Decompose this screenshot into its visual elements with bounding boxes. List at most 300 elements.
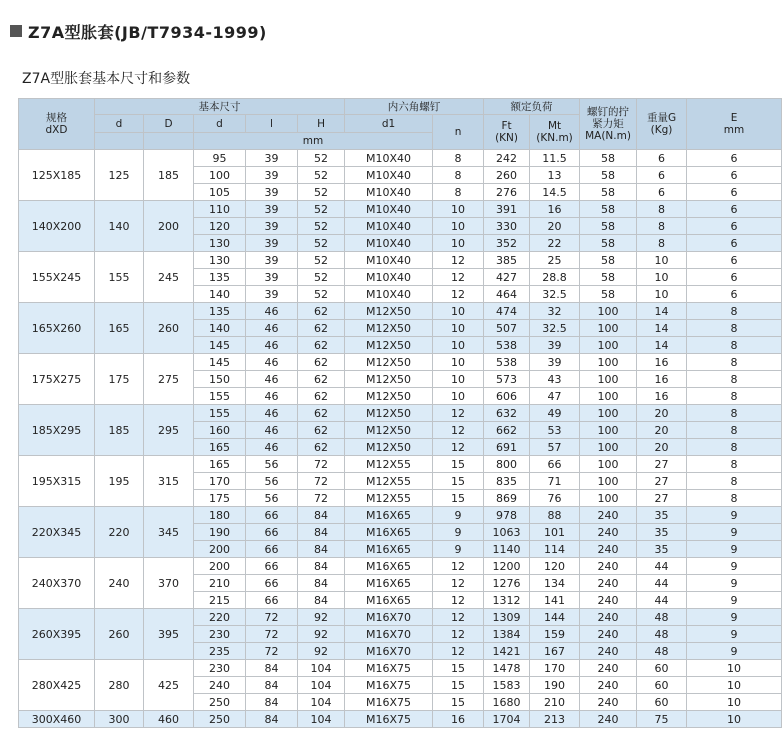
cell-d: 105 <box>194 184 246 201</box>
cell-ma: 100 <box>580 303 637 320</box>
cell-n: 15 <box>433 694 484 711</box>
outer-D-cell: 260 <box>144 303 194 354</box>
cell-ma: 100 <box>580 337 637 354</box>
cell-H: 84 <box>298 558 345 575</box>
cell-l: 66 <box>246 558 298 575</box>
cell-d: 140 <box>194 286 246 303</box>
cell-d: 130 <box>194 252 246 269</box>
d-header: d <box>95 115 144 133</box>
cell-ma: 240 <box>580 558 637 575</box>
cell-d: 180 <box>194 507 246 524</box>
table-row <box>19 303 782 320</box>
spec-cell: 240X370 <box>19 558 95 609</box>
cell-g: 44 <box>637 592 687 609</box>
cell-g: 16 <box>637 354 687 371</box>
cell-d: 155 <box>194 388 246 405</box>
cell-e: 8 <box>687 354 782 371</box>
cell-mt: 120 <box>530 558 580 575</box>
cell-d: 145 <box>194 354 246 371</box>
outer-D-cell: 315 <box>144 456 194 507</box>
cell-g: 10 <box>637 286 687 303</box>
cell-l: 46 <box>246 337 298 354</box>
spec-cell: 220X345 <box>19 507 95 558</box>
cell-mt: 190 <box>530 677 580 694</box>
cell-d: 135 <box>194 303 246 320</box>
cell-e: 8 <box>687 405 782 422</box>
D-header: D <box>144 115 194 133</box>
cell-H: 62 <box>298 320 345 337</box>
cell-ft: 573 <box>484 371 530 388</box>
cell-mt: 28.8 <box>530 269 580 286</box>
cell-g: 14 <box>637 303 687 320</box>
cell-d: 165 <box>194 439 246 456</box>
cell-H: 52 <box>298 184 345 201</box>
cell-n: 12 <box>433 269 484 286</box>
cell-d1: M12X50 <box>345 405 433 422</box>
cell-d1: M10X40 <box>345 167 433 184</box>
cell-mt: 76 <box>530 490 580 507</box>
cell-mt: 101 <box>530 524 580 541</box>
cell-H: 62 <box>298 422 345 439</box>
cell-l: 66 <box>246 507 298 524</box>
cell-ft: 385 <box>484 252 530 269</box>
cell-ma: 58 <box>580 150 637 167</box>
cell-ma: 100 <box>580 439 637 456</box>
cell-ma: 240 <box>580 609 637 626</box>
outer-D-cell: 185 <box>144 150 194 201</box>
cell-d1: M12X50 <box>345 354 433 371</box>
weight-header: 重量G (Kg) <box>637 99 687 150</box>
cell-n: 12 <box>433 286 484 303</box>
cell-ft: 662 <box>484 422 530 439</box>
basic-dims-header: 基本尺寸 <box>95 99 345 115</box>
cell-H: 52 <box>298 218 345 235</box>
cell-g: 8 <box>637 235 687 252</box>
cell-H: 92 <box>298 609 345 626</box>
cell-mt: 11.5 <box>530 150 580 167</box>
cell-ft: 978 <box>484 507 530 524</box>
cell-n: 10 <box>433 201 484 218</box>
spec-group <box>19 558 782 609</box>
spec-group <box>19 660 782 711</box>
cell-l: 66 <box>246 575 298 592</box>
cell-mt: 53 <box>530 422 580 439</box>
cell-d1: M16X65 <box>345 575 433 592</box>
square-bullet-icon <box>10 25 22 37</box>
cell-e: 9 <box>687 643 782 660</box>
cell-mt: 43 <box>530 371 580 388</box>
cell-e: 8 <box>687 473 782 490</box>
cell-g: 20 <box>637 422 687 439</box>
spec-group <box>19 507 782 558</box>
cell-ft: 1478 <box>484 660 530 677</box>
cell-d1: M16X70 <box>345 643 433 660</box>
cell-ft: 1680 <box>484 694 530 711</box>
cell-mt: 13 <box>530 167 580 184</box>
cell-g: 48 <box>637 609 687 626</box>
cell-H: 84 <box>298 592 345 609</box>
table-row <box>19 150 782 167</box>
table-row <box>19 558 782 575</box>
cell-H: 104 <box>298 677 345 694</box>
cell-d: 220 <box>194 609 246 626</box>
cell-e: 8 <box>687 371 782 388</box>
cell-g: 16 <box>637 371 687 388</box>
cell-e: 9 <box>687 507 782 524</box>
section-heading <box>10 20 267 42</box>
cell-H: 62 <box>298 337 345 354</box>
cell-l: 39 <box>246 286 298 303</box>
cell-d1: M10X40 <box>345 184 433 201</box>
cell-g: 20 <box>637 405 687 422</box>
spec-group <box>19 201 782 252</box>
table-row <box>19 609 782 626</box>
cell-ma: 240 <box>580 711 637 728</box>
cell-e: 8 <box>687 439 782 456</box>
cell-ft: 1276 <box>484 575 530 592</box>
cell-g: 20 <box>637 439 687 456</box>
cell-e: 6 <box>687 167 782 184</box>
cell-e: 9 <box>687 626 782 643</box>
cell-ma: 100 <box>580 473 637 490</box>
cell-H: 62 <box>298 405 345 422</box>
cell-H: 52 <box>298 286 345 303</box>
outer-D-cell: 200 <box>144 201 194 252</box>
table-row <box>19 354 782 371</box>
cell-e: 8 <box>687 388 782 405</box>
cell-l: 72 <box>246 609 298 626</box>
spec-group <box>19 252 782 303</box>
cell-n: 8 <box>433 150 484 167</box>
cell-H: 72 <box>298 490 345 507</box>
cell-n: 10 <box>433 337 484 354</box>
cell-e: 9 <box>687 524 782 541</box>
cell-ft: 1312 <box>484 592 530 609</box>
cell-mt: 134 <box>530 575 580 592</box>
cell-e: 6 <box>687 184 782 201</box>
cell-n: 10 <box>433 388 484 405</box>
cell-l: 46 <box>246 320 298 337</box>
cell-d1: M10X40 <box>345 252 433 269</box>
spec-header: 规格 dXD <box>19 99 95 150</box>
outer-d-cell: 165 <box>95 303 144 354</box>
cell-e: 8 <box>687 456 782 473</box>
cell-l: 56 <box>246 473 298 490</box>
cell-g: 60 <box>637 677 687 694</box>
cell-d: 140 <box>194 320 246 337</box>
cell-ft: 800 <box>484 456 530 473</box>
outer-d-cell: 185 <box>95 405 144 456</box>
cell-g: 44 <box>637 558 687 575</box>
cell-e: 10 <box>687 711 782 728</box>
cell-d1: M12X55 <box>345 473 433 490</box>
cell-H: 104 <box>298 660 345 677</box>
cell-H: 84 <box>298 541 345 558</box>
cell-d1: M12X55 <box>345 456 433 473</box>
d1-header: d1 <box>345 115 433 133</box>
cell-l: 39 <box>246 150 298 167</box>
cell-H: 52 <box>298 167 345 184</box>
cell-g: 35 <box>637 524 687 541</box>
table-row <box>19 660 782 677</box>
cell-ma: 58 <box>580 269 637 286</box>
cell-ft: 507 <box>484 320 530 337</box>
cell-H: 52 <box>298 150 345 167</box>
cell-d: 235 <box>194 643 246 660</box>
spec-group <box>19 609 782 660</box>
cell-g: 60 <box>637 694 687 711</box>
cell-d1: M10X40 <box>345 150 433 167</box>
cell-n: 10 <box>433 354 484 371</box>
cell-ma: 58 <box>580 286 637 303</box>
cell-n: 10 <box>433 218 484 235</box>
cell-mt: 141 <box>530 592 580 609</box>
cell-n: 12 <box>433 405 484 422</box>
spec-group <box>19 354 782 405</box>
cell-ft: 606 <box>484 388 530 405</box>
rated-load-header: 额定负荷 <box>484 99 580 115</box>
cell-ma: 100 <box>580 371 637 388</box>
cell-mt: 167 <box>530 643 580 660</box>
cell-mt: 144 <box>530 609 580 626</box>
cell-g: 6 <box>637 184 687 201</box>
cell-ma: 100 <box>580 422 637 439</box>
cell-g: 6 <box>637 150 687 167</box>
mm-unit-header: mm <box>194 133 433 150</box>
cell-n: 16 <box>433 711 484 728</box>
cell-H: 84 <box>298 507 345 524</box>
cell-ft: 538 <box>484 354 530 371</box>
cell-ma: 58 <box>580 218 637 235</box>
outer-d-cell: 140 <box>95 201 144 252</box>
cell-g: 44 <box>637 575 687 592</box>
cell-ft: 1200 <box>484 558 530 575</box>
spec-cell: 155X245 <box>19 252 95 303</box>
cell-n: 9 <box>433 524 484 541</box>
cell-l: 84 <box>246 694 298 711</box>
cell-H: 62 <box>298 388 345 405</box>
blank-header-cell <box>144 133 194 150</box>
cell-mt: 22 <box>530 235 580 252</box>
cell-d1: M16X70 <box>345 626 433 643</box>
spec-cell: 175X275 <box>19 354 95 405</box>
cell-n: 15 <box>433 456 484 473</box>
cell-d: 190 <box>194 524 246 541</box>
cell-e: 9 <box>687 541 782 558</box>
cell-d: 200 <box>194 558 246 575</box>
cell-g: 8 <box>637 218 687 235</box>
cell-l: 46 <box>246 439 298 456</box>
table-header <box>19 99 782 150</box>
cell-e: 6 <box>687 235 782 252</box>
cell-H: 62 <box>298 354 345 371</box>
outer-d-cell: 155 <box>95 252 144 303</box>
cell-ma: 240 <box>580 626 637 643</box>
cell-d1: M16X65 <box>345 524 433 541</box>
cell-ft: 869 <box>484 490 530 507</box>
cell-e: 10 <box>687 694 782 711</box>
cell-n: 12 <box>433 252 484 269</box>
n-header: n <box>433 115 484 150</box>
d-inner-header: d <box>194 115 246 133</box>
cell-ma: 240 <box>580 677 637 694</box>
cell-ft: 1384 <box>484 626 530 643</box>
torque-header: 螺钉的拧 紧力矩 MA(N.m) <box>580 99 637 150</box>
cell-g: 10 <box>637 252 687 269</box>
outer-d-cell: 220 <box>95 507 144 558</box>
cell-ft: 1583 <box>484 677 530 694</box>
cell-l: 39 <box>246 269 298 286</box>
cell-ft: 276 <box>484 184 530 201</box>
cell-l: 39 <box>246 252 298 269</box>
cell-l: 46 <box>246 303 298 320</box>
cell-ft: 538 <box>484 337 530 354</box>
cell-e: 6 <box>687 201 782 218</box>
cell-d1: M12X50 <box>345 337 433 354</box>
cell-ma: 58 <box>580 235 637 252</box>
cell-ft: 260 <box>484 167 530 184</box>
cell-n: 10 <box>433 303 484 320</box>
ft-header: Ft (KN) <box>484 115 530 150</box>
cell-ft: 242 <box>484 150 530 167</box>
cell-mt: 213 <box>530 711 580 728</box>
cell-d1: M12X50 <box>345 388 433 405</box>
spec-cell: 140X200 <box>19 201 95 252</box>
cell-ma: 58 <box>580 184 637 201</box>
cell-e: 8 <box>687 422 782 439</box>
spec-cell: 300X460 <box>19 711 95 728</box>
cell-d: 155 <box>194 405 246 422</box>
spec-cell: 195X315 <box>19 456 95 507</box>
outer-d-cell: 125 <box>95 150 144 201</box>
cell-d1: M16X75 <box>345 694 433 711</box>
cell-g: 10 <box>637 269 687 286</box>
cell-n: 12 <box>433 643 484 660</box>
cell-H: 104 <box>298 711 345 728</box>
cell-H: 92 <box>298 643 345 660</box>
outer-D-cell: 275 <box>144 354 194 405</box>
cell-ft: 691 <box>484 439 530 456</box>
cell-n: 8 <box>433 184 484 201</box>
cell-d: 150 <box>194 371 246 388</box>
cell-g: 35 <box>637 541 687 558</box>
cell-e: 8 <box>687 303 782 320</box>
cell-d: 230 <box>194 626 246 643</box>
spec-cell: 125X185 <box>19 150 95 201</box>
cell-d1: M10X40 <box>345 218 433 235</box>
cell-l: 39 <box>246 201 298 218</box>
cell-H: 84 <box>298 524 345 541</box>
cell-mt: 16 <box>530 201 580 218</box>
cell-d1: M16X65 <box>345 507 433 524</box>
cell-ft: 1309 <box>484 609 530 626</box>
cell-ft: 474 <box>484 303 530 320</box>
table-row <box>19 711 782 728</box>
cell-l: 46 <box>246 388 298 405</box>
cell-ma: 100 <box>580 405 637 422</box>
cell-n: 15 <box>433 473 484 490</box>
cell-mt: 25 <box>530 252 580 269</box>
cell-H: 62 <box>298 303 345 320</box>
cell-d: 175 <box>194 490 246 507</box>
cell-H: 72 <box>298 456 345 473</box>
cell-l: 46 <box>246 371 298 388</box>
cell-g: 35 <box>637 507 687 524</box>
spec-group <box>19 711 782 728</box>
cell-mt: 14.5 <box>530 184 580 201</box>
cell-e: 9 <box>687 609 782 626</box>
hex-screw-header: 内六角螺钉 <box>345 99 484 115</box>
spec-group <box>19 405 782 456</box>
cell-d1: M16X75 <box>345 677 433 694</box>
table-row <box>19 201 782 218</box>
cell-ma: 240 <box>580 524 637 541</box>
cell-g: 27 <box>637 473 687 490</box>
cell-ft: 835 <box>484 473 530 490</box>
table-subtitle: Z7A型胀套基本尺寸和参数 <box>22 71 191 87</box>
cell-n: 9 <box>433 507 484 524</box>
cell-ft: 1140 <box>484 541 530 558</box>
spec-group <box>19 456 782 507</box>
cell-g: 27 <box>637 490 687 507</box>
cell-d1: M10X40 <box>345 286 433 303</box>
cell-l: 39 <box>246 235 298 252</box>
cell-n: 15 <box>433 660 484 677</box>
cell-d1: M12X50 <box>345 422 433 439</box>
cell-mt: 66 <box>530 456 580 473</box>
cell-H: 62 <box>298 439 345 456</box>
cell-mt: 170 <box>530 660 580 677</box>
spec-table <box>18 98 782 728</box>
outer-D-cell: 295 <box>144 405 194 456</box>
cell-n: 12 <box>433 592 484 609</box>
cell-g: 60 <box>637 660 687 677</box>
cell-mt: 47 <box>530 388 580 405</box>
cell-mt: 39 <box>530 354 580 371</box>
cell-n: 10 <box>433 320 484 337</box>
cell-d: 250 <box>194 694 246 711</box>
cell-e: 6 <box>687 150 782 167</box>
mt-header: Mt (KN.m) <box>530 115 580 150</box>
cell-ma: 240 <box>580 507 637 524</box>
cell-e: 6 <box>687 218 782 235</box>
cell-n: 15 <box>433 490 484 507</box>
cell-H: 92 <box>298 626 345 643</box>
cell-d1: M12X50 <box>345 371 433 388</box>
outer-D-cell: 460 <box>144 711 194 728</box>
cell-d1: M10X40 <box>345 201 433 218</box>
cell-d1: M16X75 <box>345 711 433 728</box>
cell-g: 75 <box>637 711 687 728</box>
cell-e: 9 <box>687 575 782 592</box>
outer-d-cell: 300 <box>95 711 144 728</box>
cell-ft: 1421 <box>484 643 530 660</box>
cell-d: 120 <box>194 218 246 235</box>
cell-g: 16 <box>637 388 687 405</box>
cell-mt: 57 <box>530 439 580 456</box>
cell-l: 84 <box>246 677 298 694</box>
cell-d1: M12X55 <box>345 490 433 507</box>
cell-l: 66 <box>246 524 298 541</box>
cell-ma: 100 <box>580 354 637 371</box>
cell-mt: 49 <box>530 405 580 422</box>
cell-ma: 240 <box>580 660 637 677</box>
cell-l: 46 <box>246 422 298 439</box>
cell-d1: M10X40 <box>345 235 433 252</box>
cell-mt: 32.5 <box>530 286 580 303</box>
table-row <box>19 252 782 269</box>
cell-n: 12 <box>433 439 484 456</box>
